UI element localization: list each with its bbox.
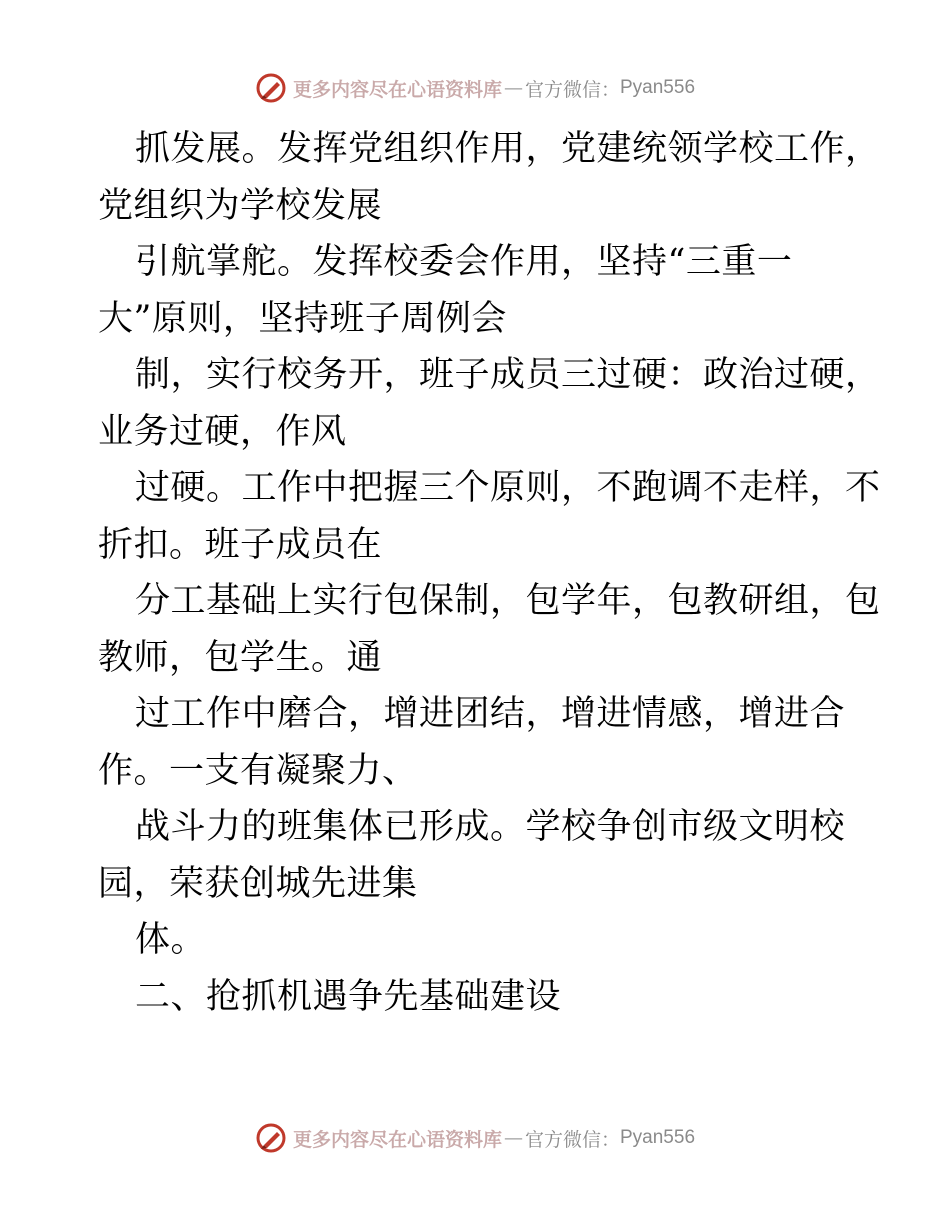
watermark-main-text: 更多内容尽在心语资料库 <box>292 1128 502 1151</box>
text-line: 过硬。工作中把握三个原则，不跑调不走样，不 <box>135 468 881 508</box>
text-line: 制，实行校务开，班子成员三过硬：政治过硬， <box>135 355 881 395</box>
document-body <box>98 121 881 1025</box>
watermark-dash: — <box>503 77 523 99</box>
text-line: 业务过硬，作风 <box>98 411 347 452</box>
text-line: 园，荣获创城先进集 <box>98 863 418 904</box>
footer-watermark <box>0 1122 950 1154</box>
watermark-sub-text: 官方微信： <box>524 1128 620 1151</box>
pen-logo-icon <box>255 1122 287 1154</box>
text-line: 作。一支有凝聚力、 <box>98 750 418 791</box>
pen-logo-icon <box>255 72 287 104</box>
text-line: 党组织为学校发展 <box>98 185 383 226</box>
watermark-dash: — <box>503 1127 523 1149</box>
text-line: 战斗力的班集体已形成。学校争创市级文明校 <box>135 807 846 847</box>
text-line: 引航掌舵。发挥校委会作用，坚持“三重一 <box>135 242 793 282</box>
text-line: 抓发展。发挥党组织作用，党建统领学校工作， <box>135 129 881 169</box>
text-line: 大”原则，坚持班子周例会 <box>98 298 507 339</box>
text-line: 教师，包学生。通 <box>98 637 383 678</box>
header-watermark <box>0 72 950 104</box>
watermark-main-text: 更多内容尽在心语资料库 <box>292 78 502 101</box>
text-line: 体。 <box>135 920 207 960</box>
text-line: 过工作中磨合，增进团结，增进情感，增进合 <box>135 694 846 734</box>
watermark-sub-text: 官方微信： <box>524 78 620 101</box>
section-heading: 二、抢抓机遇争先基础建设 <box>135 976 562 1017</box>
text-line: 折扣。班子成员在 <box>98 524 383 565</box>
text-line: 分工基础上实行包保制，包学年，包教研组，包 <box>135 581 881 621</box>
watermark-wechat-id: Pyan556 <box>620 77 696 98</box>
watermark-wechat-id: Pyan556 <box>620 1127 696 1148</box>
